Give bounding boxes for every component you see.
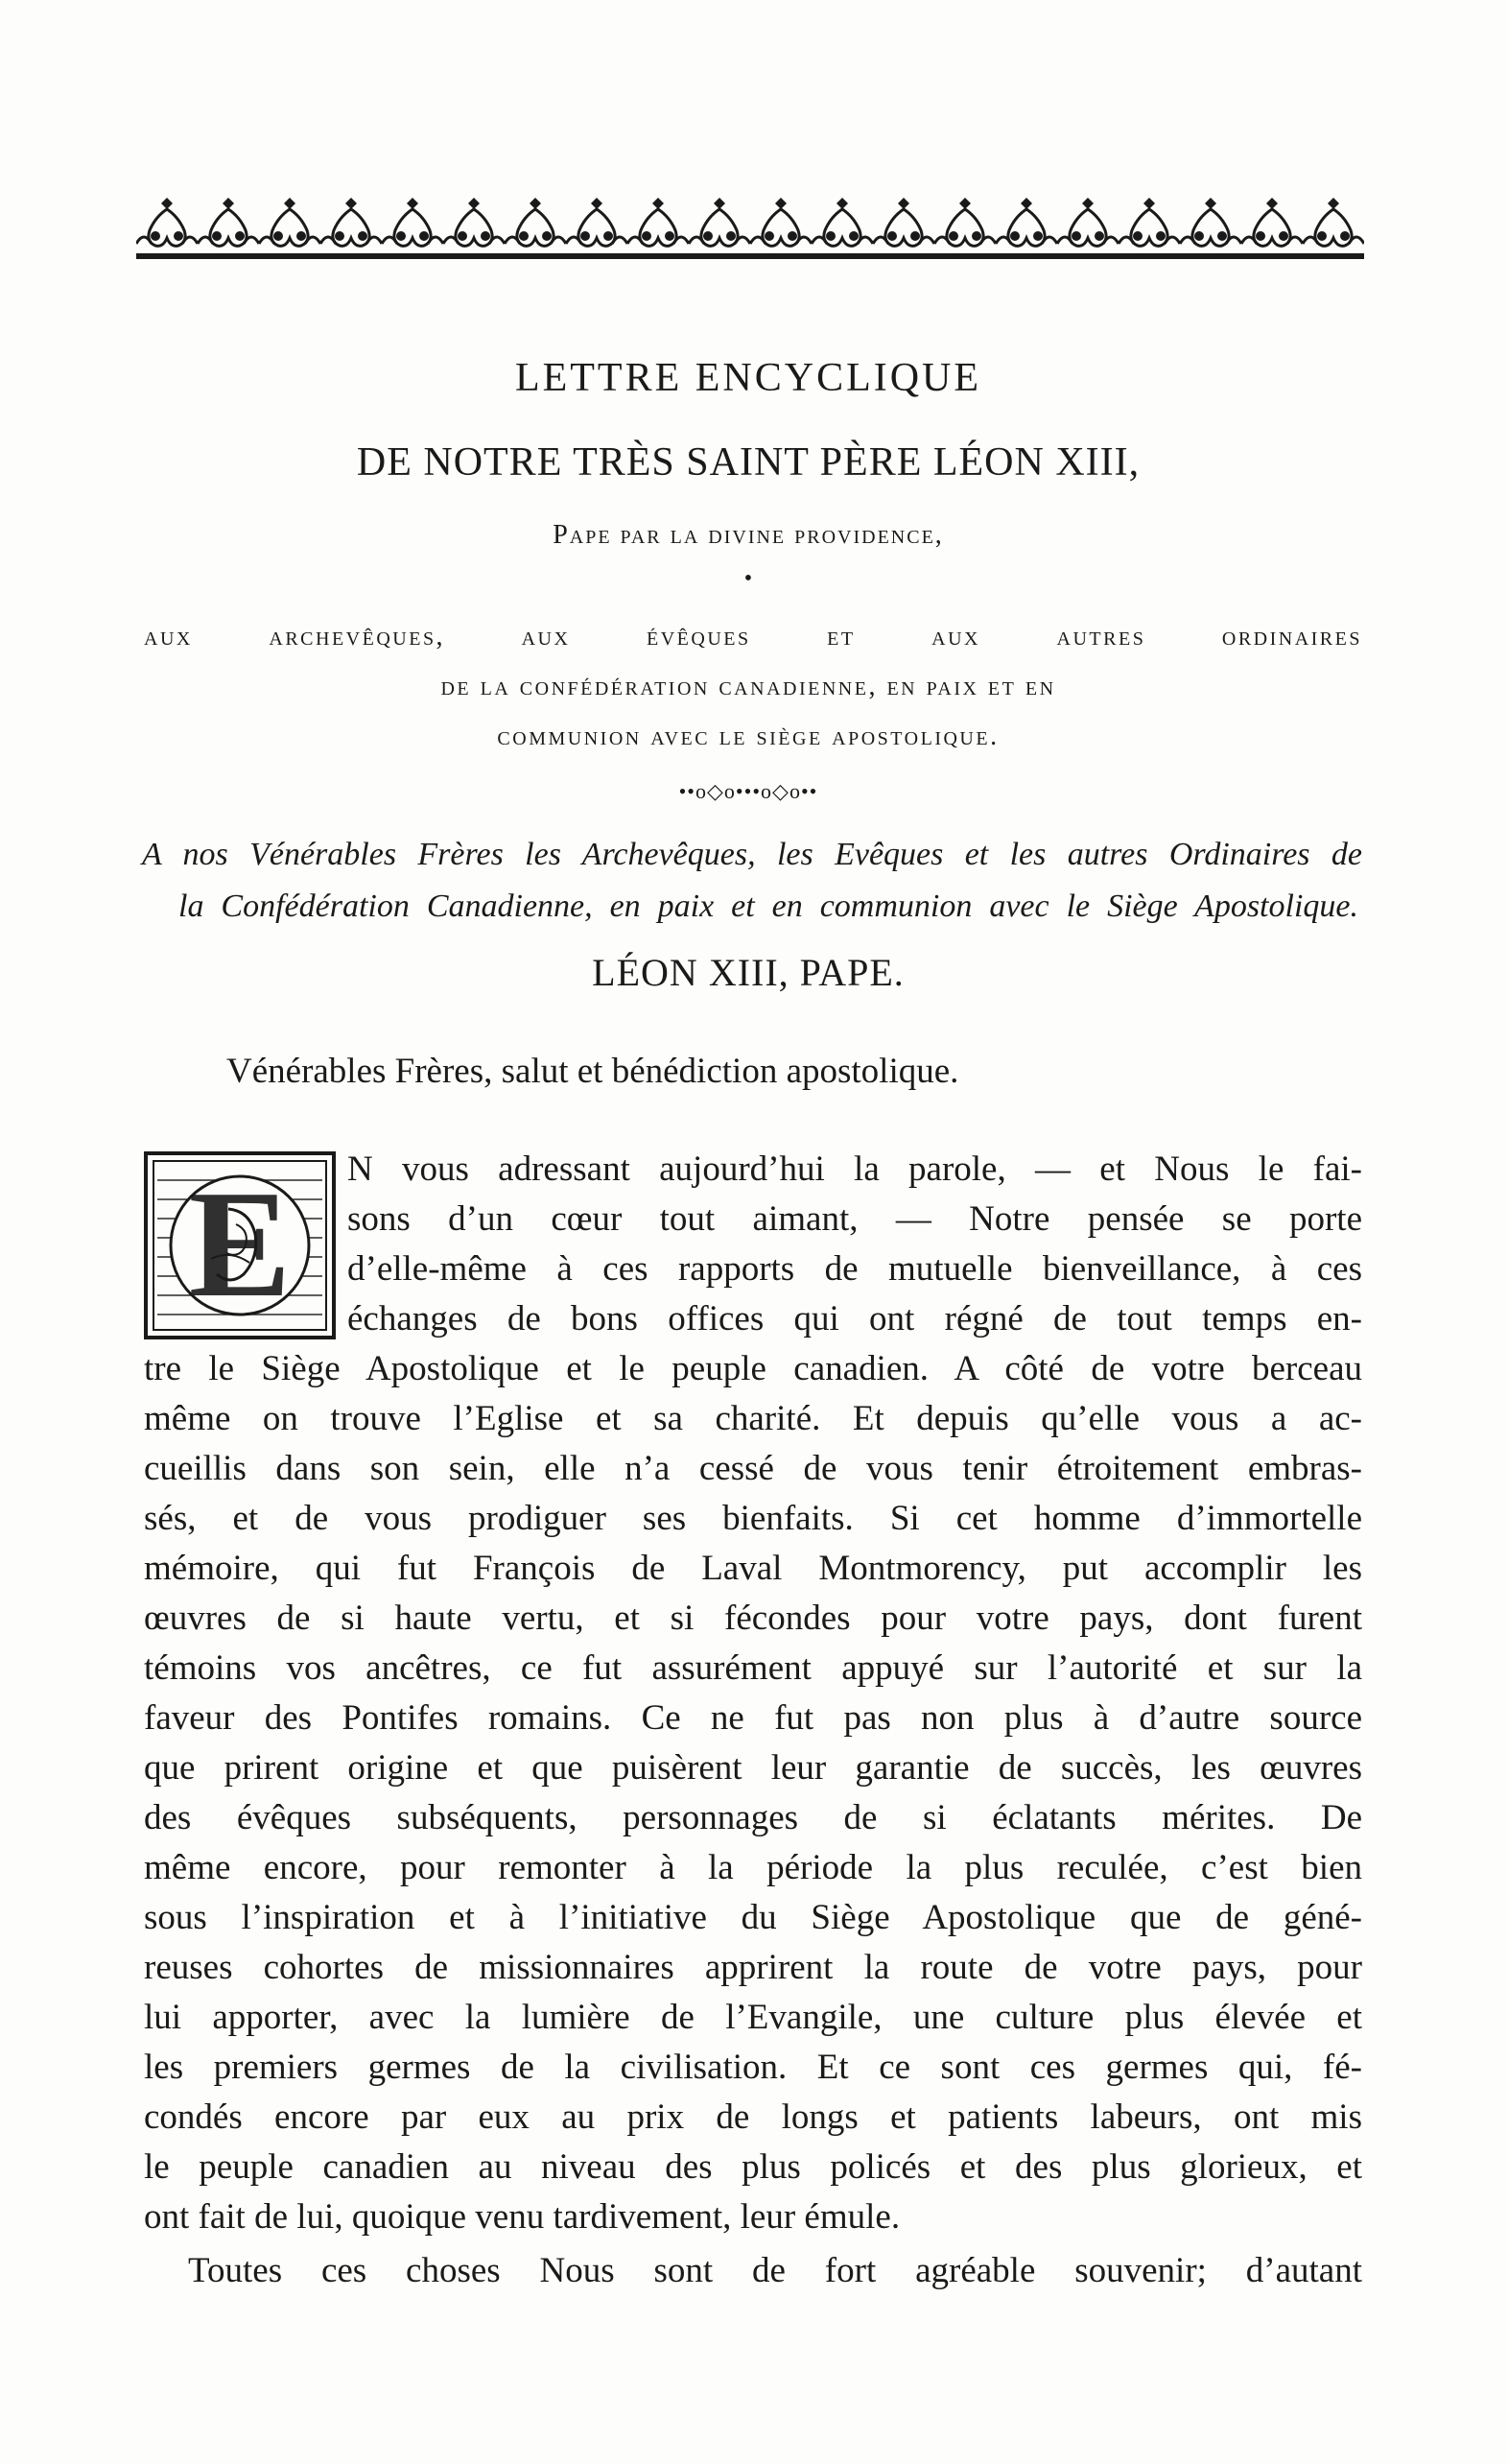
- body-line: N vous adressant aujourd’hui la parole, — et Nous le fai-: [347, 1149, 1362, 1189]
- address-word: ordinaires: [1221, 622, 1362, 652]
- title-bullet: •: [743, 566, 753, 591]
- title-line-2: DE NOTRE TRÈS SAINT PÈRE LÉON XIII,: [356, 440, 1141, 485]
- body-line: tre le Siège Apostolique et le peuple canadien. A côté de votre berceau: [144, 1349, 1362, 1388]
- dedication-line-2: la Confédération Canadienne, en paix et en communion avec le Siège Apostolique.: [178, 888, 1358, 924]
- body-line: reuses cohortes de missionnaires apprirent la route de votre pays, pour: [144, 1948, 1362, 1987]
- body-line: mémoire, qui fut François de Laval Montmorency, put accomplir les: [144, 1549, 1362, 1588]
- body-line: d’elle-même à ces rapports de mutuelle bienveillance, à ces: [347, 1249, 1362, 1289]
- body-line: même encore, pour remonter à la période la plus reculée, c’est bien: [144, 1848, 1362, 1887]
- address-word: autres: [1056, 622, 1146, 652]
- body-line: cueillis dans son sein, elle n’a cessé de vous tenir étroitement embras-: [144, 1449, 1362, 1488]
- dropcap-letter: E: [188, 1158, 292, 1329]
- body-line: des évêques subséquents, personnages de si éclatants mérites. De: [144, 1798, 1362, 1837]
- ornamental-border: [136, 192, 1364, 263]
- body-line: que prirent origine et que puisèrent leur garantie de succès, les œuvres: [144, 1748, 1362, 1788]
- body-line: œuvres de si haute vertu, et si fécondes pour votre pays, dont furent: [144, 1599, 1362, 1638]
- body-line: les premiers germes de la civilisation. Et ce sont ces germes qui, fé-: [144, 2048, 1362, 2087]
- body-line: Toutes ces choses Nous sont de fort agréable souvenir; d’autant: [188, 2251, 1362, 2290]
- address-word: aux: [144, 622, 193, 652]
- pope-name: LÉON XIII, PAPE.: [592, 951, 905, 994]
- title-line-1: LETTRE ENCYCLIQUE: [514, 356, 982, 400]
- address-line-2: de la confédération canadienne, en paix et en: [440, 672, 1056, 701]
- address-word: évêques: [647, 622, 751, 652]
- body-line: échanges de bons offices qui ont régné de tout temps en-: [347, 1299, 1362, 1339]
- salutation: Vénérables Frères, salut et bénédiction apostolique.: [226, 1052, 959, 1091]
- address-word: et: [827, 622, 856, 652]
- body-line: sous l’inspiration et à l’initiative du Siège Apostolique que de géné-: [144, 1898, 1362, 1937]
- address-word: aux: [931, 622, 980, 652]
- address-line-3: communion avec le siège apostolique.: [497, 722, 1000, 751]
- address-word: archevêques,: [269, 622, 446, 652]
- body-line: ont fait de lui, quoique venu tardivement, leur émule.: [144, 2197, 901, 2237]
- title-line-3: Pape par la divine providence,: [553, 520, 944, 550]
- body-line: sons d’un cœur tout aimant, — Notre pensée se porte: [347, 1199, 1362, 1239]
- dedication-line-1: A nos Vénérables Frères les Archevêques, les Evêques et les autres Ordinaires de: [142, 837, 1362, 872]
- body-line: sés, et de vous prodiguer ses bienfaits. Si cet homme d’immortelle: [144, 1499, 1362, 1538]
- body-line: condés encore par eux au prix de longs et patients labeurs, ont mis: [144, 2097, 1362, 2137]
- section-divider: ••o◇o•••o◇o••: [678, 779, 818, 803]
- address-word: aux: [521, 622, 571, 652]
- body-line: lui apporter, avec la lumière de l’Evangile, une culture plus élevée et: [144, 1998, 1362, 2037]
- body-line: le peuple canadien au niveau des plus policés et des plus glorieux, et: [144, 2147, 1362, 2187]
- address-line-1: [144, 622, 1362, 652]
- dropcap-ornament: [144, 1151, 336, 1339]
- body-line: même on trouve l’Eglise et sa charité. Et depuis qu’elle vous a ac-: [144, 1399, 1362, 1438]
- body-line: témoins vos ancêtres, ce fut assurément appuyé sur l’autorité et sur la: [144, 1648, 1362, 1688]
- body-line: faveur des Pontifes romains. Ce ne fut pas non plus à d’autre source: [144, 1698, 1362, 1738]
